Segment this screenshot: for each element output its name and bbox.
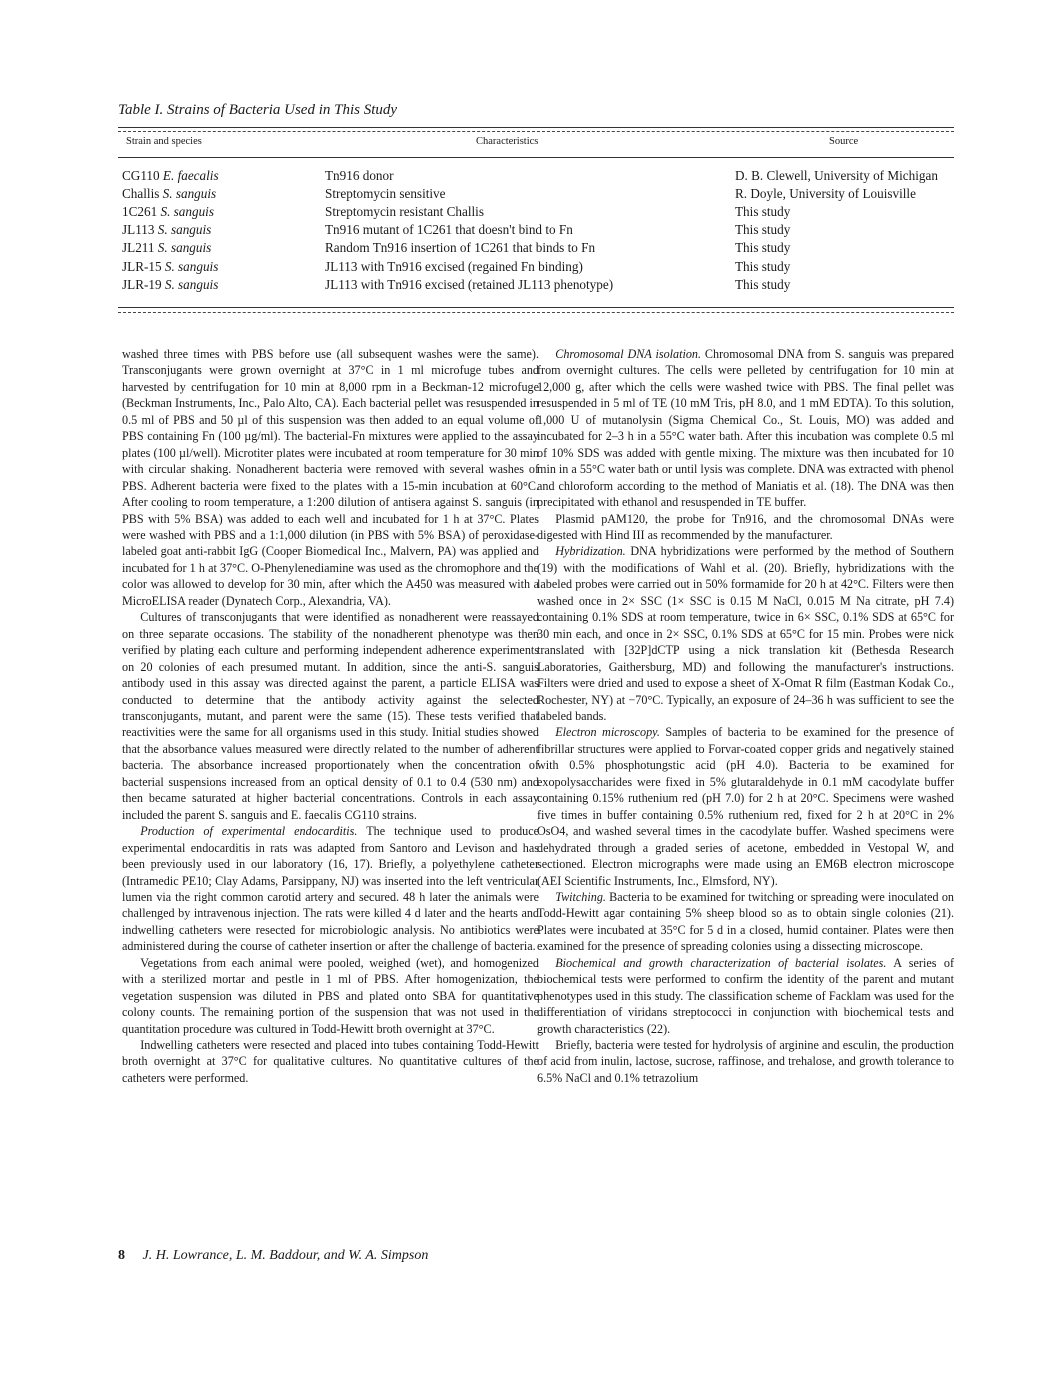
paragraph — [537, 724, 954, 889]
paragraph-text: Vegetations from each animal were pooled, weighed (wet), and homogenized with a sterilized mortar and pestle in 1 ml of PBS. After homogenization, the vegetation suspension was diluted in PBS and plated onto SBA for quantitative colony counts. The remaining portion of the suspension that was not used in the quantitation procedure was cultured in Todd-Hewitt broth overnight at 37°C. — [122, 955, 539, 1036]
strain-name: 1C261 — [122, 204, 158, 219]
strain-name: JLR-19 — [122, 277, 162, 292]
paragraph-text: The technique used to produce experimental endocarditis in rats was adapted from Santoro and Levison and has been previously used in our laboratory (16, 17). Briefly, a polyethylene catheter (Intramedic PE10; Clay Adams, Parsippany, NJ) was inserted into the left ventricular lumen via the right common carotid artery and secured. 48 h later the animals were challenged by intravenous injection. The rats were killed 4 d later and the hearts and indwelling catheters were resected for microbiologic analysis. No antibiotics were administered during the course of catheter insertion or after the challenge of bacteria. — [122, 824, 540, 954]
species-name: S. sanguis — [157, 222, 212, 237]
table-cell-characteristics: Random Tn916 insertion of 1C261 that binds to Fn — [325, 240, 596, 255]
footer-authors: J. H. Lowrance, L. M. Baddour, and W. A. Simpson — [142, 1248, 429, 1263]
paragraph — [122, 1037, 539, 1086]
table-header-rule — [118, 157, 954, 158]
table-cell-strain — [122, 168, 219, 184]
table-cell-characteristics: Tn916 donor — [325, 168, 394, 183]
paragraph — [537, 889, 954, 955]
table-cell-strain — [122, 259, 218, 275]
paragraph — [537, 543, 954, 724]
species-name: S. sanguis — [160, 204, 214, 219]
table-cell-source: This study — [735, 204, 791, 219]
paragraph-text: A series of biochemical tests were performed to confirm the identity of the parent and mutant phenotypes used in this study. The classification scheme of Facklam was used for the differentiation of viridans streptococci in conjunction with biochemical tests and growth characteristics (22). — [537, 955, 954, 1036]
table-row — [0, 204, 1054, 222]
left-text-column — [122, 346, 539, 1086]
table-top-dashed-rule — [118, 131, 954, 132]
paragraph-text: Bacteria to be examined for twitching or spreading were inoculated on Todd-Hewitt agar containing 5% sheep blood so as to obtain single colonies (21). Plates were incubated at 35°C for 5 d in a closed, humid container. Plates were then examined for the presence of spreading colonies using a dissecting microscope. — [537, 889, 954, 954]
table-bottom-dashed-rule — [118, 312, 954, 313]
strain-name: JL211 — [122, 240, 155, 255]
paragraph-text: Cultures of transconjugants that were identified as nonadherent were reassayed on three separate occasions. The stability of the nonadherent phenotype was then verified by plating each culture and performing independent adherence experiments on 20 colonies of each presumed mutant. In addition, since the anti-S. sanguis antibody used in this assay was directed against the parent, a particle ELISA was conducted to determine that the antibody activity against the selected transconjugants, mutant, and parent were the same (15). These tests verified that reactivities were the same for all organisms used in this study. Initial studies showed that the absorbance values measured were directly related to the number of adherent bacteria. The absorbance increased proportionately when the concentration of bacterial suspensions increased from an optical density of 0.1 to 0.4 (530 nm) and then became saturated at higher bacterial concentrations. Controls in each assay included the parent S. sanguis and E. faecalis CG110 strains. — [122, 610, 539, 822]
table-row — [0, 240, 1054, 258]
section-heading: Biochemical and growth characterization of bacterial isolates. — [555, 955, 887, 970]
paragraph — [537, 955, 954, 1037]
section-heading: Chromosomal DNA isolation. — [555, 347, 702, 361]
page-number: 8 — [118, 1248, 125, 1263]
species-name: S. sanguis — [164, 277, 219, 292]
table-row — [0, 168, 1054, 186]
table-cell-source: R. Doyle, University of Louisville — [735, 186, 916, 201]
table-cell-strain — [122, 277, 218, 293]
paragraph-text: Samples of bacteria to be examined for the presence of fibrillar structures were applied to Forvar-coated copper grids and negatively stained with 0.5% phosphotungstic acid (pH 4.0). Bacteria to be examined for exopolysaccharides were fixed in 5% glutaraldehyde in 0.1 mM cacodylate buffer containing 0.15% ruthenium red (pH 7.0) for 2 h at 20°C. Specimens were washed five times in buffer containing 0.5% ruthenium red, fixed for 2 h at 20°C in 2% OsO4, and washed several times in the cacodylate buffer. Washed specimens were dehydrated through a graded series of acetone, embedded in Vestopal W, and sectioned. Electron micrographs were made using an EM6B electron microscope (AEI Scientific Instruments, Inc., Elmsford, NY). — [537, 725, 954, 888]
section-heading: Production of experimental endocarditis. — [140, 824, 358, 839]
table-bottom-rule — [118, 307, 954, 308]
table-cell-characteristics: JL113 with Tn916 excised (regained Fn binding) — [325, 259, 583, 274]
table-cell-strain — [122, 222, 211, 238]
table-header-strain: Strain and species — [126, 136, 202, 147]
paragraph — [122, 823, 539, 955]
table-row — [0, 222, 1054, 240]
table-cell-characteristics: Streptomycin sensitive — [325, 186, 446, 201]
table-cell-characteristics: Streptomycin resistant Challis — [325, 204, 484, 219]
paragraph-text: washed three times with PBS before use (all subsequent washes were the same). Transconjugants were grown overnight at 37°C in 1 ml microfuge tubes and harvested by centrifugation for 10 min at 8,000 rpm in a Beckman-12 microfuge (Beckman Instruments, Inc., Palo Alto, CA). Each bacterial pellet was resuspended in 0.5 ml of PBS and 50 µl of this suspension was then added to an equal volume of PBS containing Fn (100 µg/ml). The bacterial-Fn mixtures were applied to the assay plates (100 µl/well). Microtiter plates were incubated at room temperature for 30 min with circular shaking. Nonadherent bacteria were removed with several washes of PBS. Adherent bacteria were fixed to the plates with a 15-min incubation at 60°C. After cooling to room temperature, a 1:200 dilution of antisera against S. sanguis (in PBS with 5% BSA) was added to each well and incubated for 1 h at 37°C. Plates were washed with PBS and a 1:1,000 dilution (in PBS with 5% BSA) of peroxidase-labeled goat anti-rabbit IgG (Cooper Biomedical Inc., Malvern, PA) was applied and incubated for 1 h at 37°C. O-Phenylenediamine was used as the chromophore and the color was allowed to develop for 30 min, after which the A450 was measured with a MicroELISA reader (Dynatech Corp., Alexandria, VA). — [122, 347, 539, 608]
species-name: S. sanguis — [157, 240, 212, 255]
section-heading: Hybridization. — [555, 544, 626, 559]
paragraph-text: Chromosomal DNA from S. sanguis was prepared from overnight cultures. The cells were pelleted by centrifugation for 10 min at 12,000 g, after which the cells were washed twice with PBS. The final pellet was resuspended in 5 ml of TE (10 mM Tris, pH 8.0, and 1 mM EDTA). To this solution, 1,000 U of mutanolysin (Sigma Chemical Co., St. Louis, MO) was added and incubated for 2–3 h in a 55°C water bath. After this incubation was complete 0.5 ml of 10% SDS was added with gentle mixing. The mixture was then incubated for 10 min in a 55°C water bath or until lysis was complete. DNA was extracted with phenol and chloroform according to the method of Maniatis et al. (18). The DNA was then precipitated with ethanol and resuspended in TE buffer. — [537, 347, 955, 510]
table-top-rule — [118, 127, 954, 128]
table-caption: Table I. Strains of Bacteria Used in This Study — [118, 102, 398, 118]
paragraph — [537, 346, 954, 511]
table-cell-characteristics: JL113 with Tn916 excised (retained JL113 phenotype) — [325, 277, 614, 292]
table-row — [0, 277, 1054, 295]
species-name: S. sanguis — [162, 186, 217, 201]
table-cell-strain — [122, 186, 216, 202]
table-cell-strain — [122, 240, 211, 256]
table-cell-source: This study — [735, 259, 791, 274]
paragraph-text: Plasmid pAM120, the probe for Tn916, and the chromosomal DNAs were digested with Hind III as recommended by the manufacturer. — [537, 511, 954, 542]
strain-name: CG110 — [122, 168, 160, 183]
species-name: S. sanguis — [164, 259, 219, 274]
table-cell-source: This study — [735, 277, 791, 292]
table-cell-strain — [122, 204, 214, 220]
table-cell-source: This study — [735, 222, 791, 237]
paragraph — [122, 609, 539, 823]
right-text-column — [537, 346, 954, 1086]
table-cell-characteristics: Tn916 mutant of 1C261 that doesn't bind to Fn — [325, 222, 573, 237]
strain-name: JL113 — [122, 222, 155, 237]
section-heading: Electron microscopy. — [555, 725, 660, 740]
table-header-characteristics: Characteristics — [476, 136, 539, 147]
paragraph-text: Briefly, bacteria were tested for hydrolysis of arginine and esculin, the production of acid from inulin, lactose, sucrose, raffinose, and trehalose, and growth tolerance to 6.5% NaCl and 0.1% tetrazolium — [537, 1038, 954, 1085]
species-name: E. faecalis — [162, 168, 219, 183]
strain-name: Challis — [122, 186, 160, 201]
paragraph-text: DNA hybridizations were performed by the method of Southern (19) with the modifications of Wahl et al. (20). Briefly, hybridizations with the labeled probes were carried out in 50% formamide for 20 h at 42°C. Filters were then washed once in 2× SSC (1× SSC is 0.15 M NaCl, 0.015 M Na citrate, pH 7.4) containing 0.1% SDS at room temperature, twice in 6× SSC, 0.1% SDS at 65°C for 30 min each, and once in 2× SSC, 0.1% SDS at 65°C for 15 min. Probes were nick translated with [32P]dCTP using a nick translation kit (Bethesda Research Laboratories, Gaithersburg, MD) and following the manufacturer's instructions. Filters were dried and used to expose a sheet of X-Omat R film (Eastman Kodak Co., Rochester, NY) at −70°C. Typically, an exposure of 24–36 h was sufficient to see the labeled bands. — [537, 544, 954, 723]
paragraph — [537, 1037, 954, 1086]
table-row — [0, 259, 1054, 277]
table-header-source: Source — [829, 136, 859, 147]
paragraph — [122, 955, 539, 1037]
paragraph-text: Indwelling catheters were resected and placed into tubes containing Todd-Hewitt broth overnight at 37°C for qualitative cultures. No quantitative cultures of the catheters were performed. — [122, 1038, 539, 1085]
page-footer — [118, 1248, 428, 1264]
paragraph — [537, 511, 954, 544]
paragraph — [122, 346, 539, 609]
table-row — [0, 186, 1054, 204]
table-cell-source: D. B. Clewell, University of Michigan — [735, 168, 938, 183]
table-cell-source: This study — [735, 240, 791, 255]
strain-name: JLR-15 — [122, 259, 162, 274]
section-heading: Twitching. — [555, 889, 606, 904]
